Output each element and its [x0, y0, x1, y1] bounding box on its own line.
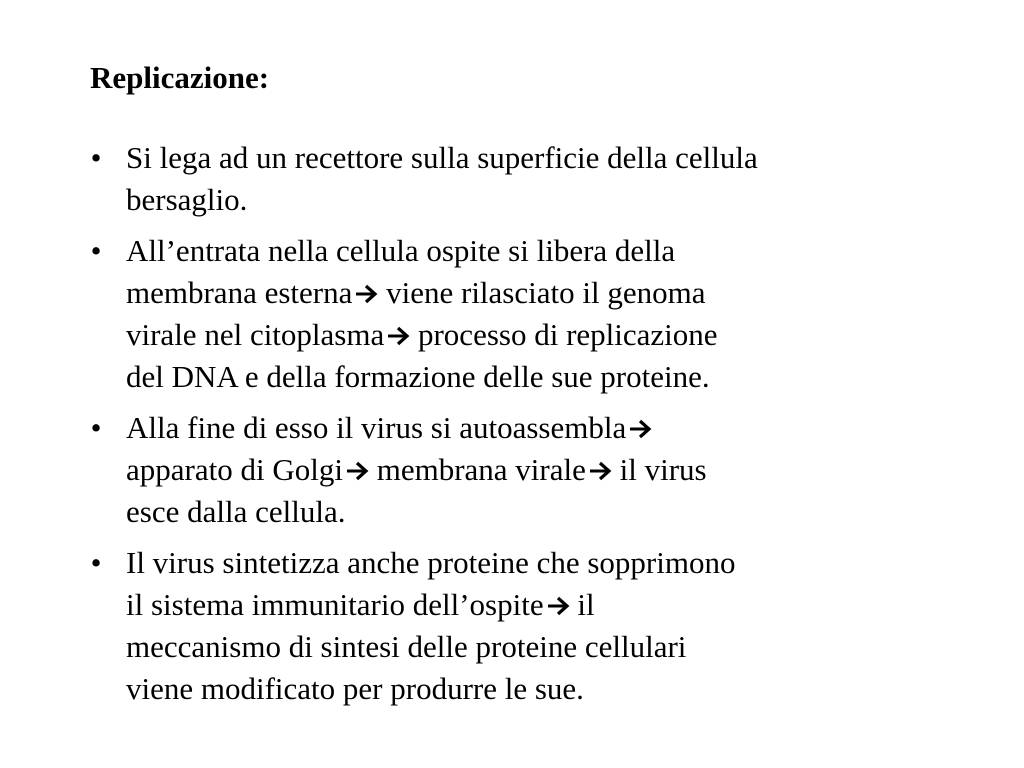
bullet-line	[126, 230, 966, 272]
bullet-text: il virus	[611, 452, 707, 487]
right-arrow-icon	[588, 460, 612, 482]
bullet-line	[126, 584, 966, 626]
bullet-list	[86, 137, 966, 719]
bullet-line	[126, 542, 966, 584]
bullet-text: Il virus sintetizza anche proteine che sopprimono	[126, 545, 736, 580]
bullet-text: viene modificato per produrre le sue.	[126, 671, 584, 706]
bullet-text: viene rilasciato il genoma	[378, 275, 706, 310]
bullet-line	[126, 356, 966, 398]
bullet-text: Alla fine di esso il virus si autoassembla	[126, 410, 627, 445]
bullet-text: del DNA e della formazione delle sue proteine.	[126, 359, 710, 394]
right-arrow-icon	[345, 460, 369, 482]
bullet-text: esce dalla cellula.	[126, 494, 346, 529]
bullet-text: processo di replicazione	[410, 317, 718, 352]
right-arrow-icon	[386, 325, 410, 347]
bullet-text: meccanismo di sintesi delle proteine cellulari	[126, 629, 687, 664]
bullet-line	[126, 449, 966, 491]
bullet-marker: •	[90, 140, 102, 175]
bullet-text: il	[569, 587, 595, 622]
bullet-line	[126, 626, 966, 668]
right-arrow-icon	[546, 595, 570, 617]
bullet-line	[126, 407, 966, 449]
bullet-marker: •	[90, 410, 102, 445]
bullet-line	[126, 272, 966, 314]
bullet-line	[126, 179, 966, 221]
bullet-text: Si lega ad un recettore sulla superficie della cellula	[126, 140, 758, 175]
bullet-marker: •	[90, 545, 102, 580]
bullet-text: membrana esterna	[126, 275, 353, 310]
right-arrow-icon	[628, 418, 652, 440]
bullet-item	[86, 407, 966, 533]
bullet-line	[126, 491, 966, 533]
bullet-item	[86, 137, 966, 221]
bullet-item	[86, 542, 966, 710]
bullet-text: virale nel citoplasma	[126, 317, 385, 352]
bullet-text: il sistema immunitario dell’ospite	[126, 587, 544, 622]
bullet-text: bersaglio.	[126, 182, 248, 217]
bullet-line	[126, 137, 966, 179]
bullet-text: membrana virale	[368, 452, 586, 487]
bullet-item	[86, 230, 966, 398]
right-arrow-icon	[354, 283, 378, 305]
slide-title: Replicazione:	[90, 60, 270, 95]
bullet-line	[126, 314, 966, 356]
bullet-marker: •	[90, 233, 102, 268]
bullet-line	[126, 668, 966, 710]
bullet-text: apparato di Golgi	[126, 452, 343, 487]
bullet-text: All’entrata nella cellula ospite si libera della	[126, 233, 676, 268]
